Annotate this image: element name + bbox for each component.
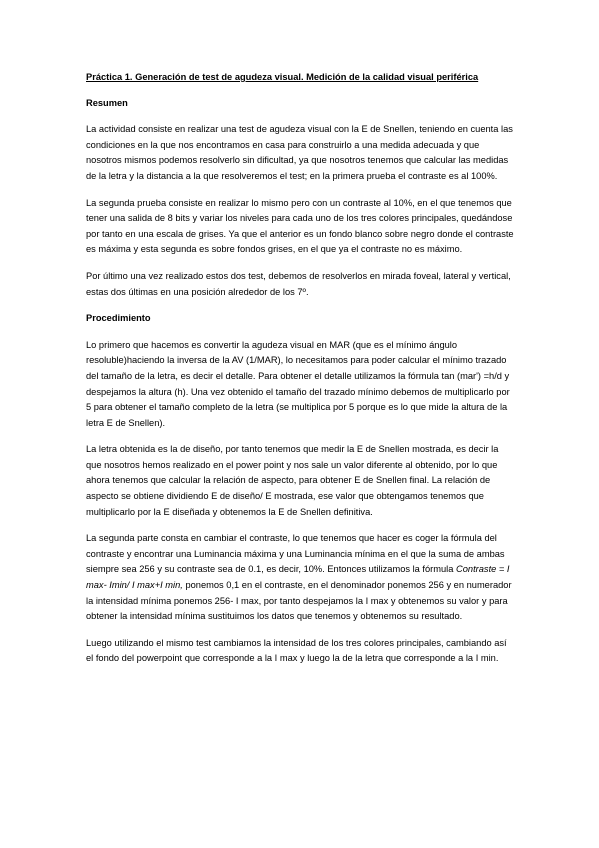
procedimiento-paragraph-1: Lo primero que hacemos es convertir la agudeza visual en MAR (que es el mínimo ángulo resoluble)haciendo la inversa de la AV (1/MAR), lo necesitamos para poder calcular el mínimo trazado del tamaño de la letra, es decir el detalle. Para obtener el detalle utilizamos la fórmula tan (mar') =h/d y despejamos la altura (h). Una vez obtenido el tamaño del trazado mínimo debemos de multiplicarlo por 5 para obtener el tamaño completo de la letra (se multiplica por 5 porque es lo que mide la altura de la letra E de Snellen). <box>86 339 510 428</box>
contrast-formula: Contraste = I max- Imin/ I max+I min, <box>86 564 510 591</box>
contrast-text-after: ponemos 0,1 en el contraste, en el denominador ponemos 256 y en numerador la intensidad mínima ponemos 256- I max, por tanto despejamos la I max y obtenemos su valor y para obtener la intensidad mínima sustituimos los datos que tenemos y obtenemos su resultado. <box>86 580 512 622</box>
document-content <box>86 70 514 678</box>
procedimiento-paragraph-3 <box>86 531 514 625</box>
resumen-heading: Resumen <box>86 97 128 108</box>
resumen-paragraph-1: La actividad consiste en realizar una test de agudeza visual con la E de Snellen, teniendo en cuenta las condiciones en la que nos encontramos en casa para construirlo a una medida adecuada y que nosotros mismos podemos resolverlo sin dificultad, ya que nosotros tenemos que calcular las medidas de la letra y la distancia a la que resolveremos el test; en la primera prueba el contraste es al 100%. <box>86 124 513 181</box>
document-title: Práctica 1. Generación de test de agudeza visual. Medición de la calidad visual periférica <box>86 72 479 82</box>
contrast-text-before: La segunda parte consta en cambiar el contraste, lo que tenemos que hacer es coger la fórmula del contraste y encontrar una Luminancia máxima y una Luminancia mínima en el que la suma de ambas siempre sea 256 y su contraste sea de 0.1, es decir, 10%. Entonces utilizamos la fórmula <box>86 533 505 575</box>
procedimiento-heading: Procedimiento <box>86 313 151 324</box>
resumen-paragraph-3: Por último una vez realizado estos dos test, debemos de resolverlos en mirada foveal, lateral y vertical, estas dos últimas en una posición alrededor de los 7º. <box>86 270 511 297</box>
procedimiento-paragraph-2: La letra obtenida es la de diseño, por tanto tenemos que medir la E de Snellen mostrada, es decir la que nosotros hemos realizado en el power point y nos sale un valor diferente al obtenido, por lo que ahora tenemos que calcular la relación de aspecto, para obtener E de Snellen final. La relación de aspecto se obtiene dividiendo E de diseño/ E mostrada, ese valor que obtengamos tenemos que multiplicarlo por la E diseñada y obtenemos la E de Snellen definitiva. <box>86 444 499 517</box>
procedimiento-paragraph-4: Luego utilizando el mismo test cambiamos la intensidad de los tres colores principales, cambiando así el fondo del powerpoint que corresponde a la I max y luego la de la letra que corresponde a la I min. <box>86 637 507 664</box>
resumen-paragraph-2: La segunda prueba consiste en realizar lo mismo pero con un contraste al 10%, en el que tenemos que tener una salida de 8 bits y variar los niveles para cada uno de los tres colores principales, quedándose por tanto en una escala de grises. Ya que el anterior es un fondo blanco sobre negro donde el contraste es máxima y esta segunda es sobre fondos grises, en el que ya el contraste no es máximo. <box>86 197 514 255</box>
